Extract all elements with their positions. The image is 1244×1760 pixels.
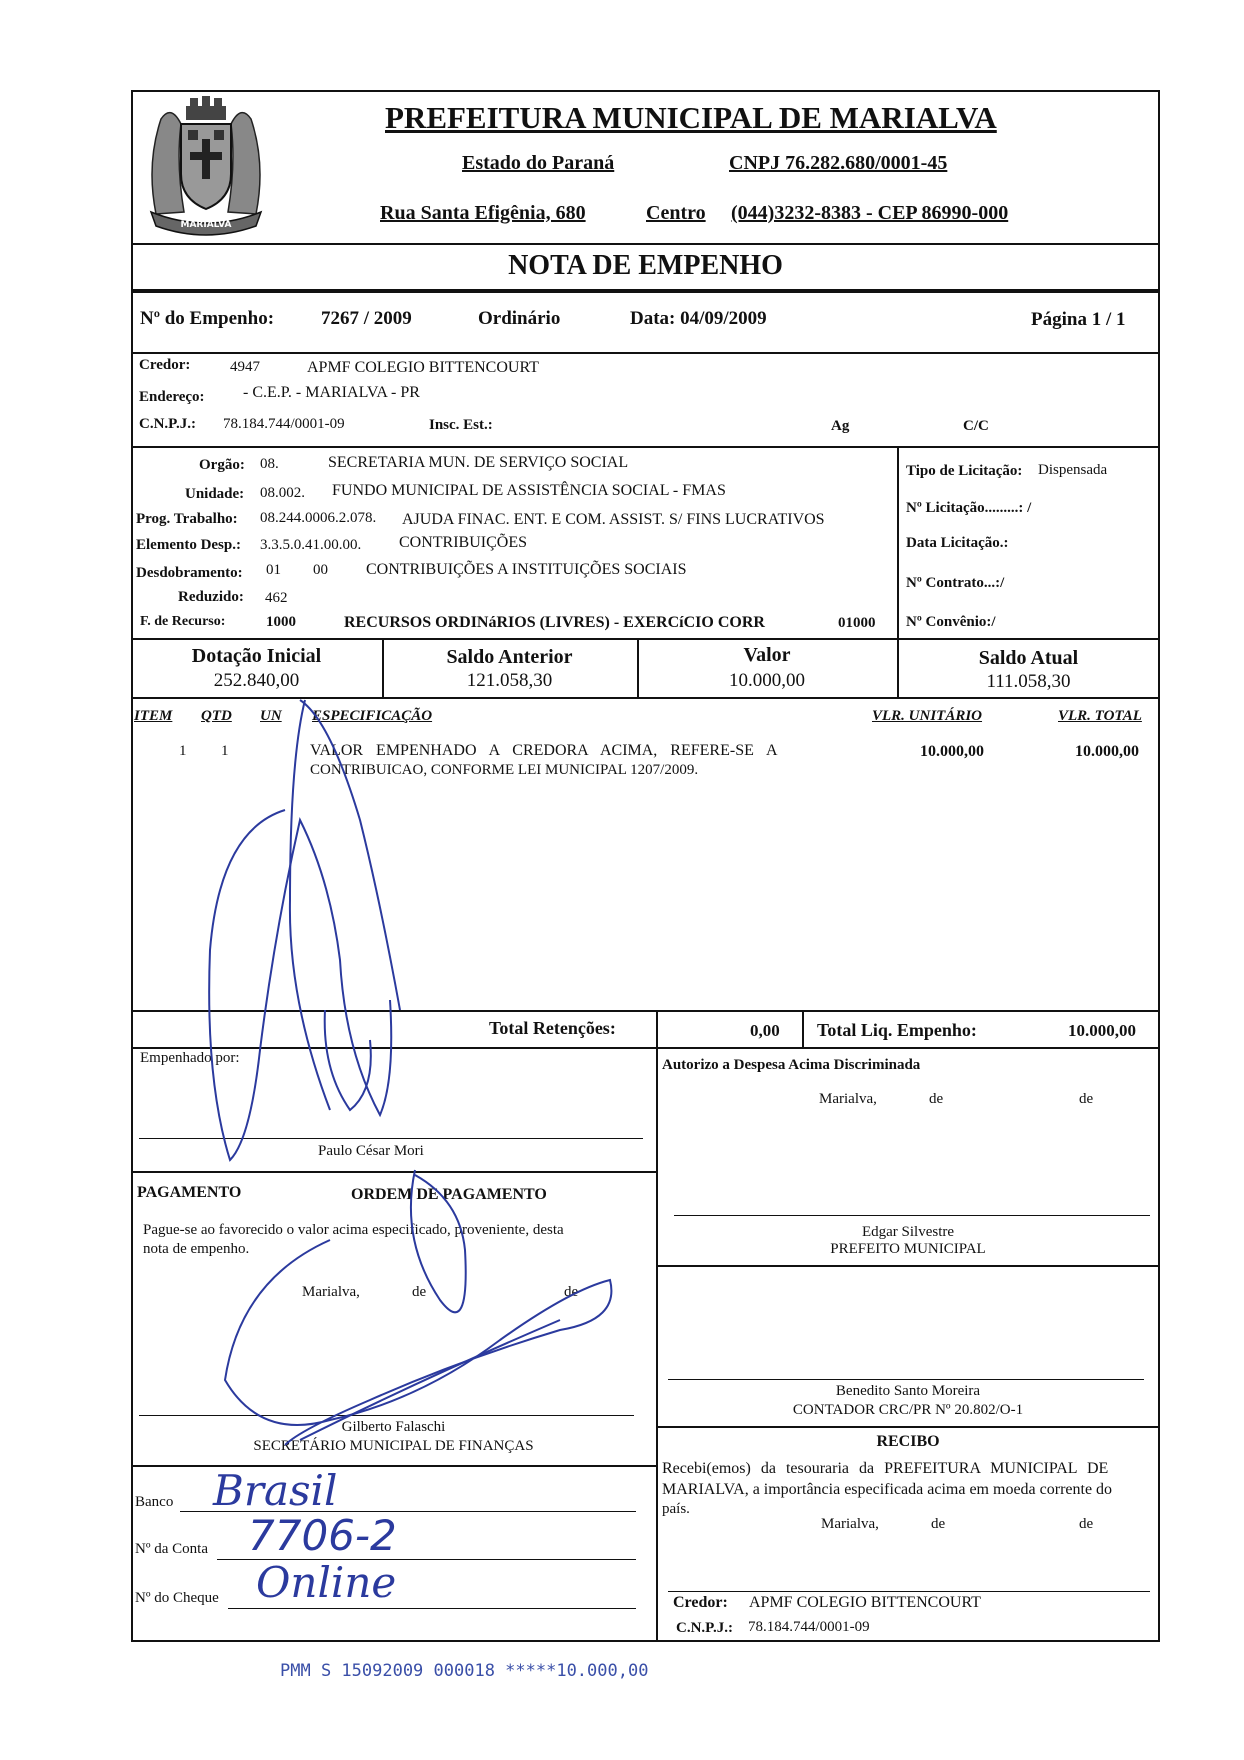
empenho-number: 7267 / 2009 xyxy=(321,308,412,329)
row-desc-line1: VALOR EMPENHADO A CREDORA ACIMA, REFERE-SE A xyxy=(310,742,778,759)
banco-value: Brasil xyxy=(213,1466,338,1515)
divider xyxy=(131,638,1160,640)
prefeitura-title: PREFEITURA MUNICIPAL DE MARIALVA xyxy=(385,100,997,135)
pagamento-text-line2: nota de empenho. xyxy=(143,1241,250,1257)
row-vlr-unitario: 10.000,00 xyxy=(920,743,984,760)
autorizo-local: Marialva, xyxy=(819,1091,877,1107)
cnpj-header-text: CNPJ 76.282.680/0001-45 xyxy=(729,152,948,174)
header-vlr-unitario: VLR. UNITÁRIO xyxy=(872,708,983,724)
header-vlr-total: VLR. TOTAL xyxy=(1058,708,1142,724)
divider xyxy=(131,352,1160,354)
prefeito-title: PREFEITO MUNICIPAL xyxy=(830,1241,986,1257)
secretario-title: SECRETÁRIO MUNICIPAL DE FINANÇAS xyxy=(253,1438,534,1454)
pagamento-label: PAGAMENTO xyxy=(137,1184,242,1201)
saldo-anterior-value: 121.058,30 xyxy=(466,670,553,691)
divider xyxy=(131,1465,656,1467)
cc-label: C/C xyxy=(963,418,989,434)
elemento-label: Elemento Desp.: xyxy=(136,537,241,553)
signature-line xyxy=(668,1591,1150,1592)
desdobramento-label: Desdobramento: xyxy=(136,565,243,581)
autorizo-de-2: de xyxy=(1079,1091,1094,1107)
total-liq-label: Total Liq. Empenho: xyxy=(817,1020,977,1040)
cheque-value: Online xyxy=(256,1558,397,1607)
bairro-text: Centro xyxy=(646,202,706,224)
recibo-text-line2: MARIALVA, a importância especificada acima em moeda corrente do xyxy=(662,1481,1113,1498)
contrato-label: Nº Contrato...:/ xyxy=(906,575,1005,591)
pagamento-local: Marialva, xyxy=(302,1284,360,1300)
elemento-desc: CONTRIBUIÇÕES xyxy=(399,534,528,551)
divider xyxy=(131,289,1160,293)
recurso-code: 1000 xyxy=(266,614,296,630)
recurso-label: F. de Recurso: xyxy=(140,614,226,629)
data-licitacao-label: Data Licitação.: xyxy=(906,535,1009,551)
reduzido-label: Reduzido: xyxy=(178,589,244,605)
saldo-anterior-label: Saldo Anterior xyxy=(446,646,573,668)
orgao-code: 08. xyxy=(260,456,279,472)
prog-desc: AJUDA FINAC. ENT. E COM. ASSIST. S/ FINS LUCRATIVOS xyxy=(402,511,825,528)
unidade-desc: FUNDO MUNICIPAL DE ASSISTÊNCIA SOCIAL - FMAS xyxy=(332,482,726,499)
divider xyxy=(131,1047,1160,1049)
tipo-licitacao-label: Tipo de Licitação: xyxy=(906,463,1023,479)
pagamento-text-line1: Pague-se ao favorecido o valor acima especificado, proveniente, desta xyxy=(143,1222,564,1238)
dotacao-inicial-label: Dotação Inicial xyxy=(191,645,322,667)
recibo-credor-label: Credor: xyxy=(673,1594,728,1611)
valor-label: Valor xyxy=(743,644,791,666)
recibo-credor-value: APMF COLEGIO BITTENCOURT xyxy=(749,1594,981,1611)
valor-value: 10.000,00 xyxy=(729,670,805,691)
elemento-code: 3.3.5.0.41.00.00. xyxy=(260,537,362,553)
dotacao-inicial-value: 252.840,00 xyxy=(213,670,300,691)
empenho-type: Ordinário xyxy=(478,308,561,329)
convenio-label: Nº Convênio:/ xyxy=(906,614,996,630)
desdobramento-desc: CONTRIBUIÇÕES A INSTITUIÇÕES SOCIAIS xyxy=(366,561,687,578)
recibo-text-line1: Recebi(emos) da tesouraria da PREFEITURA MUNICIPAL DE xyxy=(662,1460,1109,1477)
prefeito-name: Edgar Silvestre xyxy=(861,1224,955,1240)
recibo-local: Marialva, xyxy=(821,1516,879,1532)
recibo-de-1: de xyxy=(931,1516,946,1532)
phone-cep-text: (044)3232-8383 - CEP 86990-000 xyxy=(731,202,1009,224)
credor-code: 4947 xyxy=(230,359,260,375)
autorizo-label: Autorizo a Despesa Acima Discriminada xyxy=(662,1057,921,1073)
address-text: Rua Santa Efigênia, 680 xyxy=(380,202,586,224)
contador-title: CONTADOR CRC/PR Nº 20.802/O-1 xyxy=(792,1402,1024,1418)
pagamento-de-2: de xyxy=(564,1284,579,1300)
divider xyxy=(802,1010,804,1048)
empenho-label: Nº do Empenho: xyxy=(140,308,275,329)
unidade-code: 08.002. xyxy=(260,485,305,501)
recurso-sub: 01000 xyxy=(838,615,876,631)
orgao-desc: SECRETARIA MUN. DE SERVIÇO SOCIAL xyxy=(328,454,629,471)
banco-label: Banco xyxy=(135,1494,174,1510)
reduzido-value: 462 xyxy=(265,590,288,606)
saldo-atual-value: 111.058,30 xyxy=(986,671,1071,692)
empenho-date: Data: 04/09/2009 xyxy=(630,308,767,329)
credor-label: Credor: xyxy=(139,357,191,373)
recibo-cnpj-value: 78.184.744/0001-09 xyxy=(748,1619,870,1635)
numero-licitacao-label: Nº Licitação.........: / xyxy=(906,500,1032,516)
coat-of-arms-logo xyxy=(136,94,276,240)
recibo-de-2: de xyxy=(1079,1516,1094,1532)
tipo-licitacao-value: Dispensada xyxy=(1038,462,1108,478)
empenhado-label: Empenhado por: xyxy=(140,1050,240,1066)
header-qtd: QTD xyxy=(201,708,232,724)
header-especificacao: ESPECIFICAÇÃO xyxy=(312,708,433,724)
recibo-text-line3: país. xyxy=(662,1501,690,1517)
divider xyxy=(656,1426,1160,1428)
recibo-cnpj-label: C.N.P.J.: xyxy=(676,1620,733,1636)
header-item: ITEM xyxy=(134,708,173,724)
desdobramento-code: 01 xyxy=(266,562,281,578)
credor-name: APMF COLEGIO BITTENCOURT xyxy=(307,359,539,376)
row-qtd: 1 xyxy=(221,743,229,759)
signature-line xyxy=(668,1379,1144,1380)
pagamento-de-1: de xyxy=(412,1284,427,1300)
insc-label: Insc. Est.: xyxy=(429,417,493,433)
secretario-name: Gilberto Falaschi xyxy=(341,1419,446,1435)
orgao-label: Orgão: xyxy=(199,457,245,473)
endereco-value: - C.E.P. - MARIALVA - PR xyxy=(243,384,420,401)
contador-name: Benedito Santo Moreira xyxy=(835,1383,981,1399)
divider xyxy=(656,1010,658,1642)
row-vlr-total: 10.000,00 xyxy=(1075,743,1139,760)
recibo-title: RECIBO xyxy=(876,1433,940,1450)
document-title: NOTA DE EMPENHO xyxy=(508,250,783,281)
signature-line xyxy=(674,1215,1150,1216)
conta-value: 7706-2 xyxy=(248,1511,397,1560)
estado-text: Estado do Paraná xyxy=(462,152,615,174)
prog-code: 08.244.0006.2.078. xyxy=(260,510,377,526)
cheque-line xyxy=(228,1608,636,1609)
divider xyxy=(656,1265,1160,1267)
divider xyxy=(131,446,1160,448)
prog-label: Prog. Trabalho: xyxy=(136,511,238,527)
saldo-atual-label: Saldo Atual xyxy=(978,647,1079,669)
autorizo-de-1: de xyxy=(929,1091,944,1107)
cnpj-value: 78.184.744/0001-09 xyxy=(223,416,345,432)
conta-label: Nº da Conta xyxy=(135,1541,208,1557)
divider xyxy=(131,1171,656,1173)
cnpj-label: C.N.P.J.: xyxy=(139,416,196,432)
row-item: 1 xyxy=(179,743,187,759)
signature-line xyxy=(139,1138,643,1139)
total-retencoes-value: 0,00 xyxy=(750,1021,780,1040)
unidade-label: Unidade: xyxy=(185,486,245,502)
empenhado-name: Paulo César Mori xyxy=(318,1143,424,1159)
svg-text:MARIALVA: MARIALVA xyxy=(180,220,232,230)
divider xyxy=(131,697,1160,699)
page-number: Página 1 / 1 xyxy=(1031,309,1126,330)
signature-line xyxy=(139,1415,634,1416)
total-retencoes-label: Total Retenções: xyxy=(489,1018,616,1038)
recurso-desc: RECURSOS ORDINáRIOS (LIVRES) - EXERCíCIO CORR xyxy=(344,614,765,631)
row-desc-line2: CONTRIBUICAO, CONFORME LEI MUNICIPAL 1207/2009. xyxy=(310,762,699,778)
payment-stamp: PMM S 15092009 000018 *****10.000,00 xyxy=(280,1661,649,1681)
ag-label: Ag xyxy=(831,418,850,434)
divider xyxy=(897,446,899,639)
cheque-label: Nº do Cheque xyxy=(135,1590,219,1606)
endereco-label: Endereço: xyxy=(139,389,205,405)
ordem-pagamento-label: ORDEM DE PAGAMENTO xyxy=(351,1186,547,1203)
desdobramento-sub: 00 xyxy=(313,562,328,578)
header-un: UN xyxy=(260,708,282,724)
divider xyxy=(131,1010,1160,1012)
total-liq-value: 10.000,00 xyxy=(1068,1021,1136,1040)
divider xyxy=(131,243,1160,245)
